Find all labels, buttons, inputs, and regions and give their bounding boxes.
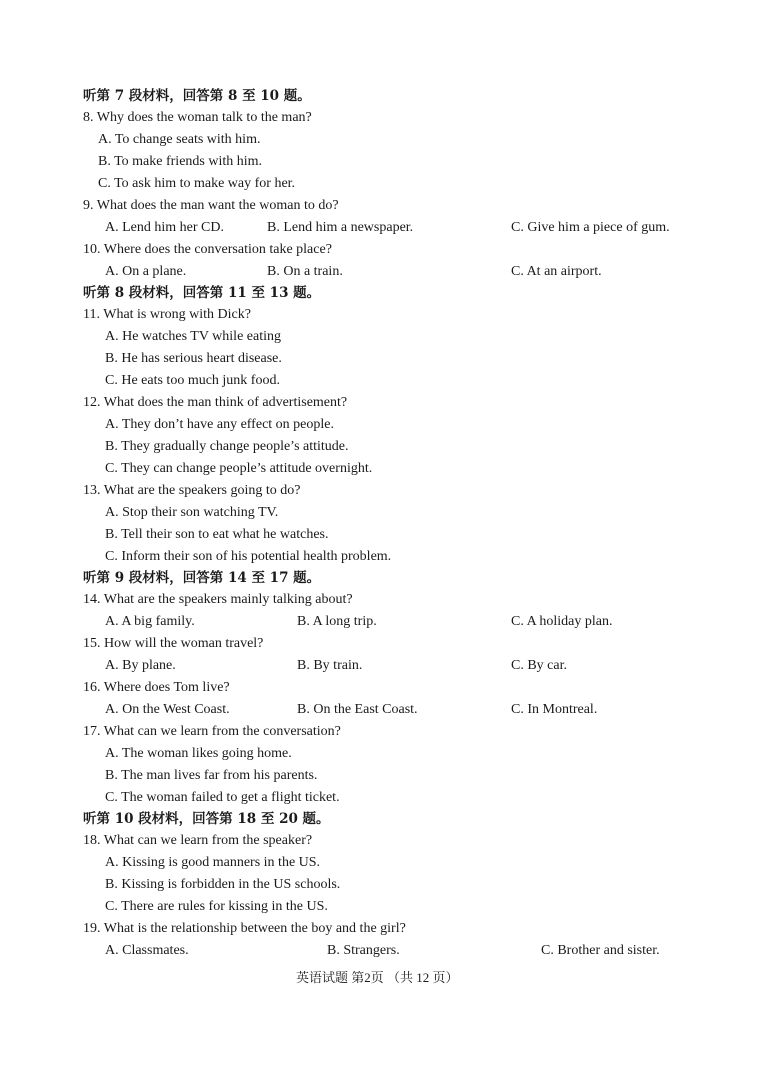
question-stem: 10. Where does the conversation take place? — [83, 242, 332, 257]
option-c: C. There are rules for kissing in the US. — [105, 899, 328, 914]
option-a: A. To change seats with him. — [98, 132, 261, 147]
option-b: B. The man lives far from his parents. — [105, 768, 318, 783]
option-c: C. Give him a piece of gum. — [511, 220, 670, 235]
option-b: B. He has serious heart disease. — [105, 351, 282, 366]
option-a: A. By plane. — [105, 658, 176, 673]
option-c: C. At an airport. — [511, 264, 602, 279]
option-b: B. On a train. — [267, 264, 343, 279]
question-stem: 19. What is the relationship between the boy and the girl? — [83, 921, 406, 936]
option-b: B. On the East Coast. — [297, 702, 418, 717]
question-stem: 16. Where does Tom live? — [83, 680, 230, 695]
section-header: 听第 7 段材料，回答第 8 至 10 题。 — [83, 88, 311, 104]
question-stem: 12. What does the man think of advertisement? — [83, 395, 348, 410]
option-b: B. Tell their son to eat what he watches. — [105, 527, 329, 542]
page-footer: 英语试题 第2页 （共 12 页） — [296, 970, 459, 985]
option-b: B. To make friends with him. — [98, 154, 263, 169]
option-c: C. He eats too much junk food. — [105, 373, 280, 388]
option-a: A. The woman likes going home. — [105, 746, 292, 761]
question-stem: 15. How will the woman travel? — [83, 636, 264, 651]
section-header: 听第 8 段材料，回答第 11 至 13 题。 — [83, 285, 321, 301]
question-stem: 11. What is wrong with Dick? — [83, 307, 251, 322]
option-a: A. On a plane. — [105, 264, 187, 279]
section-header: 听第 9 段材料，回答第 14 至 17 题。 — [83, 570, 321, 586]
option-a: A. Classmates. — [105, 943, 189, 958]
option-a: A. On the West Coast. — [105, 702, 230, 717]
option-c: C. The woman failed to get a flight ticket. — [105, 790, 340, 805]
question-stem: 8. Why does the woman talk to the man? — [83, 110, 312, 125]
section-header: 听第 10 段材料，回答第 18 至 20 题。 — [83, 811, 330, 827]
option-a: A. A big family. — [105, 614, 195, 629]
option-b: B. They gradually change people’s attitude. — [105, 439, 349, 454]
question-stem: 13. What are the speakers going to do? — [83, 483, 301, 498]
option-b: B. Lend him a newspaper. — [267, 220, 414, 235]
question-stem: 17. What can we learn from the conversation? — [83, 724, 341, 739]
option-b: B. Strangers. — [327, 943, 400, 958]
option-c: C. By car. — [511, 658, 567, 673]
option-b: B. Kissing is forbidden in the US schools. — [105, 877, 341, 892]
option-a: A. Stop their son watching TV. — [105, 505, 279, 520]
option-a: A. They don’t have any effect on people. — [105, 417, 334, 432]
question-stem: 18. What can we learn from the speaker? — [83, 833, 313, 848]
option-b: B. A long trip. — [297, 614, 377, 629]
option-a: A. Lend him her CD. — [105, 220, 224, 235]
option-c: C. Brother and sister. — [541, 943, 660, 958]
question-stem: 14. What are the speakers mainly talking about? — [83, 592, 353, 607]
option-c: C. In Montreal. — [511, 702, 598, 717]
question-stem: 9. What does the man want the woman to do? — [83, 198, 339, 213]
option-c: C. To ask him to make way for her. — [98, 176, 296, 191]
option-b: B. By train. — [297, 658, 363, 673]
option-c: C. Inform their son of his potential health problem. — [105, 549, 392, 564]
option-a: A. He watches TV while eating — [105, 329, 281, 344]
option-c: C. They can change people’s attitude overnight. — [105, 461, 373, 476]
option-c: C. A holiday plan. — [511, 614, 613, 629]
option-a: A. Kissing is good manners in the US. — [105, 855, 321, 870]
